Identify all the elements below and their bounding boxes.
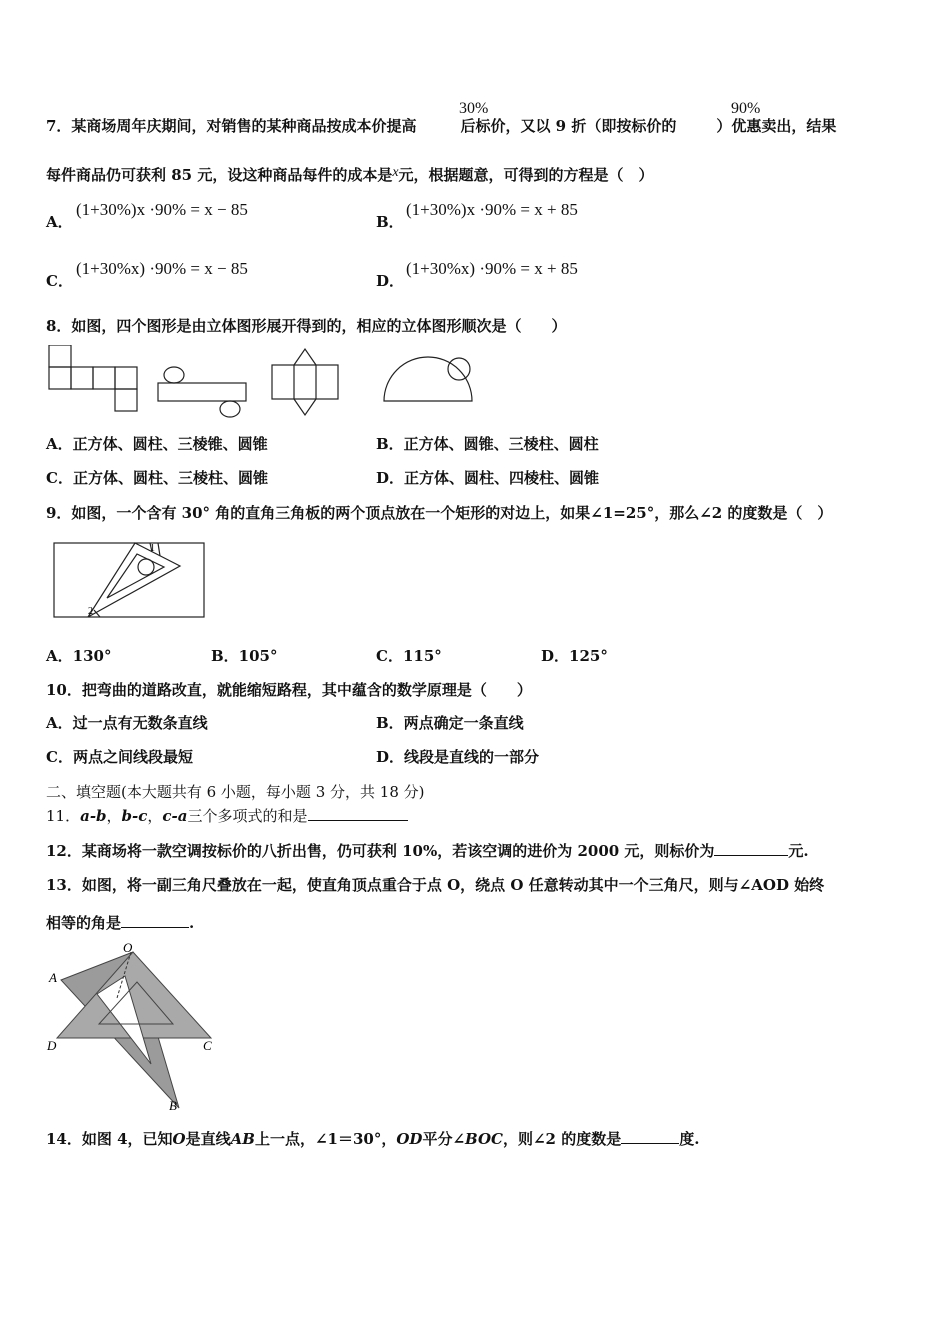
q7-line2 [46, 165, 654, 187]
cone-net [384, 357, 472, 401]
q11-term-3: c-a [162, 807, 188, 825]
q14-o: O [172, 1130, 186, 1148]
q12-text: 12．某商场将一款空调按标价的八折出售，仍可获利 10%，若该空调的进价为 2000 元，则标价为 [46, 842, 715, 860]
q14-p2: 是直线 [185, 1130, 231, 1148]
q8-stem: 8．如图，四个图形是由立体图形展开得到的，相应的立体图形顺次是（ ） [46, 317, 567, 335]
triangle-ruler-inner [107, 554, 164, 598]
q14-p3: 上一点，∠1＝30°， [254, 1130, 397, 1148]
q10-option-b[interactable]: B．两点确定一条直线 [376, 714, 524, 732]
q11 [46, 806, 408, 826]
q7-option-d[interactable] [376, 271, 404, 291]
q7-option-d-label: D． [376, 272, 405, 290]
q11-term-1: a-b [80, 807, 107, 825]
q9-option-a[interactable]: A．130° [46, 647, 112, 665]
q7-part2: 后标价，又以 9 折（即按标价的 [460, 117, 677, 135]
q10-option-d[interactable]: D．线段是直线的一部分 [376, 748, 540, 766]
q14-p4: 平分∠ [422, 1130, 466, 1148]
q14-tail: 度. [679, 1130, 700, 1148]
q12 [46, 841, 809, 861]
q11-answer-blank[interactable] [308, 806, 408, 821]
triangle-ruler-shape [88, 543, 180, 617]
q13-tail: . [189, 914, 195, 932]
q7-line2b: 元，根据题意，可得到的方程是（ ） [398, 166, 654, 184]
q7-option-a-label: A． [46, 213, 73, 231]
q14-p5: ，则∠2 的度数是 [502, 1130, 622, 1148]
q14 [46, 1129, 699, 1149]
q10-option-c[interactable]: C．两点之间线段最短 [46, 748, 193, 766]
q9-label-1: 1 [150, 543, 155, 554]
q7-var: x [392, 165, 399, 180]
q11-term-2: b-c [121, 807, 148, 825]
q7-option-c-label: C． [46, 272, 73, 290]
q11-num: 11． [46, 807, 81, 825]
q14-p1: 14．如图 4，已知 [46, 1130, 173, 1148]
section-2-heading: 二、填空题(本大题共有 6 小题，每小题 3 分，共 18 分) [46, 783, 425, 801]
q10-option-a[interactable]: A．过一点有无数条直线 [46, 714, 208, 732]
q13-line2-text: 相等的角是 [46, 914, 122, 932]
q11-sep-1: ， [106, 807, 122, 825]
q7-option-b-label: B． [376, 213, 404, 231]
rectangle-shape [54, 543, 204, 617]
q7-option-a-formula: (1+30%)x ·90% = x − 85 [76, 200, 248, 219]
q7-pct2: 90% [731, 100, 761, 117]
q13-label-o: O [123, 940, 133, 955]
q13-label-d: D [47, 1038, 57, 1053]
q9-option-c[interactable]: C．115° [376, 647, 442, 665]
q7-line2a: 每件商品仍可获利 85 元，设这种商品每件的成本是 [46, 166, 393, 184]
q9-option-b[interactable]: B．105° [211, 647, 278, 665]
q8-nets-figure [46, 345, 486, 425]
q10-stem: 10．把弯曲的道路改直，就能缩短路程，其中蕴含的数学原理是（ ） [46, 681, 532, 699]
q9-label-2: 2 [88, 606, 93, 617]
q14-ab: AB [230, 1130, 255, 1148]
q7-option-c-formula: (1+30%x) ·90% = x − 85 [76, 259, 248, 278]
q9-option-d[interactable]: D．125° [541, 647, 608, 665]
q13-label-a: A [49, 970, 57, 985]
q13-figure [45, 938, 217, 1114]
q9-figure [50, 538, 210, 624]
q7-option-c[interactable] [46, 271, 73, 291]
q8-option-a[interactable]: A．正方体、圆柱、三棱锥、圆锥 [46, 435, 268, 453]
q7-line1 [46, 116, 836, 136]
q13-label-b: B [169, 1098, 177, 1113]
q13-label-c: C [203, 1038, 212, 1053]
q8-option-b[interactable]: B．正方体、圆锥、三棱柱、圆柱 [376, 435, 599, 453]
q8-option-c[interactable]: C．正方体、圆柱、三棱柱、圆锥 [46, 469, 268, 487]
q11-tail: 三个多项式的和是 [187, 807, 308, 825]
q13-line1: 13．如图，将一副三角尺叠放在一起，使直角顶点重合于点 O，绕点 O 任意转动其中一个三角尺，则与∠AOD 始终 [46, 876, 825, 894]
q13-answer-blank[interactable] [121, 913, 189, 928]
q14-od: OD [396, 1130, 423, 1148]
q12-tail: 元. [788, 842, 809, 860]
q11-sep-2: ， [147, 807, 163, 825]
q7-part3: ）优惠卖出，结果 [716, 117, 837, 135]
q14-boc: BOC [465, 1130, 503, 1148]
q7-option-b[interactable] [376, 212, 404, 232]
q7-pct1: 30% [459, 100, 489, 117]
q14-answer-blank[interactable] [621, 1129, 679, 1144]
cube-net [49, 345, 137, 411]
q8-option-d[interactable]: D．正方体、圆柱、四棱柱、圆锥 [376, 469, 600, 487]
cylinder-net [158, 367, 246, 417]
q13-line2 [46, 913, 194, 933]
prism-net [272, 349, 338, 415]
q7-option-b-formula: (1+30%)x ·90% = x + 85 [406, 200, 578, 219]
q7-option-a[interactable] [46, 212, 73, 232]
q7-part1: 7．某商场周年庆期间，对销售的某种商品按成本价提高 [46, 117, 417, 135]
q9-stem: 9．如图，一个含有 30° 角的直角三角板的两个顶点放在一个矩形的对边上，如果∠1=25°，那么∠2 的度数是（ ） [46, 504, 833, 522]
q7-option-d-formula: (1+30%x) ·90% = x + 85 [406, 259, 578, 278]
q12-answer-blank[interactable] [714, 841, 788, 856]
